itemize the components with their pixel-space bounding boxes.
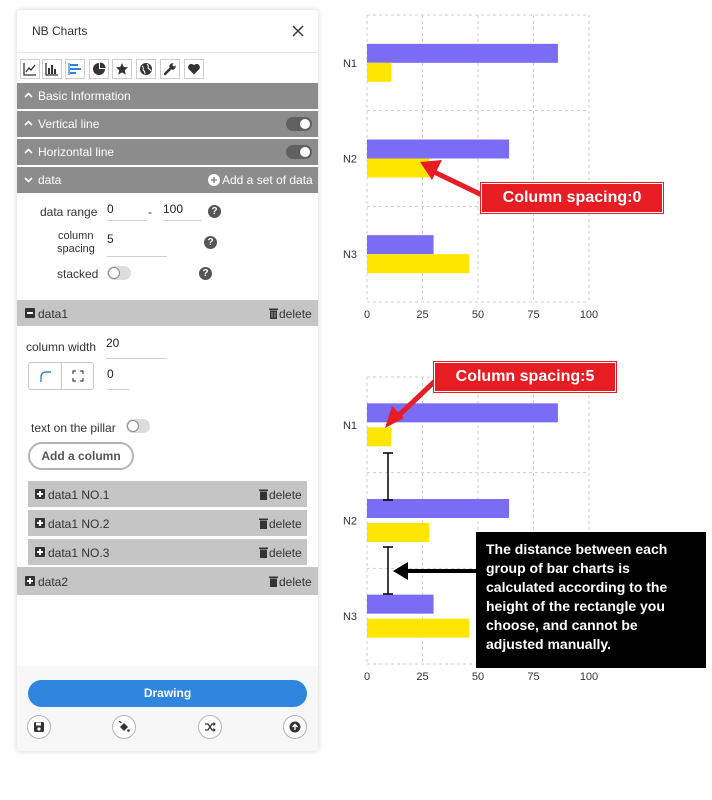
column-spacing-input[interactable]: 5 [107, 232, 167, 257]
data-range-max-input[interactable]: 100 [163, 202, 202, 221]
row-name: data1 NO.3 [48, 546, 110, 560]
help-icon[interactable]: ? [204, 236, 217, 249]
column-width-input[interactable]: 20 [106, 336, 167, 359]
x-tick-label: 25 [416, 671, 429, 683]
x-tick-label: 75 [527, 671, 540, 683]
panel-title: NB Charts [32, 24, 88, 38]
data1-delete-button[interactable]: delete [279, 307, 312, 321]
help-icon[interactable]: ? [208, 205, 221, 218]
text-on-pillar-label: text on the pillar [31, 421, 116, 435]
x-tick-label: 75 [527, 309, 540, 321]
stacked-label: stacked [57, 267, 99, 281]
arrowhead [385, 406, 404, 428]
data-range-separator: - [148, 205, 152, 219]
section-label: data [38, 173, 62, 187]
x-tick-label: 0 [363, 671, 371, 683]
arrowhead [393, 562, 408, 580]
add-set-of-data-button[interactable]: Add a set of data [222, 173, 313, 187]
category-label: N1 [342, 419, 357, 432]
row-delete-button[interactable]: delete [269, 488, 302, 502]
column-spacing-5-label: Column spacing:5 [434, 362, 616, 392]
column-width-label: column width [26, 340, 97, 354]
section-label: Vertical line [38, 117, 100, 131]
category-label: N2 [342, 153, 357, 166]
explanation-note: The distance between each group of bar charts is calculated according to the height of the rectangle you choose, and cannot be adjusted manually. [476, 532, 706, 668]
help-icon[interactable]: ? [199, 267, 212, 280]
section-label: Basic Information [38, 89, 131, 103]
row-delete-button[interactable]: delete [269, 546, 302, 560]
row-name: data1 NO.1 [48, 488, 110, 502]
x-tick-label: 50 [471, 309, 485, 321]
gap-bracket [383, 453, 393, 500]
x-tick-label: 100 [579, 309, 599, 321]
row-name: data1 NO.2 [48, 517, 110, 531]
column-spacing-label-2: spacing [57, 243, 95, 255]
section-label: Horizontal line [38, 145, 115, 159]
add-column-button[interactable]: Add a column [28, 442, 134, 470]
row-delete-button[interactable]: delete [269, 517, 302, 531]
data2-delete-button[interactable]: delete [279, 575, 312, 589]
corner-radius-input[interactable]: 0 [107, 367, 129, 390]
data1-name: data1 [38, 307, 69, 321]
category-label: N3 [342, 249, 357, 262]
gap-bracket [383, 547, 393, 594]
drawing-button[interactable]: Drawing [28, 680, 307, 707]
data2-name: data2 [38, 575, 69, 589]
column-spacing-0-label: Column spacing:0 [481, 183, 663, 213]
x-tick-label: 0 [363, 309, 371, 321]
x-tick-label: 50 [471, 671, 485, 683]
arrow-line [396, 380, 436, 418]
x-tick-label: 100 [579, 671, 599, 683]
category-label: N2 [342, 515, 357, 528]
category-label: N3 [342, 611, 357, 624]
x-tick-label: 25 [416, 309, 429, 321]
data-range-label: data range [40, 205, 98, 219]
arrow-line [430, 170, 484, 196]
category-label: N1 [342, 57, 357, 70]
column-spacing-label-1: column [58, 230, 94, 242]
arrowhead [420, 160, 442, 180]
data-range-min-input[interactable]: 0 [107, 202, 147, 221]
